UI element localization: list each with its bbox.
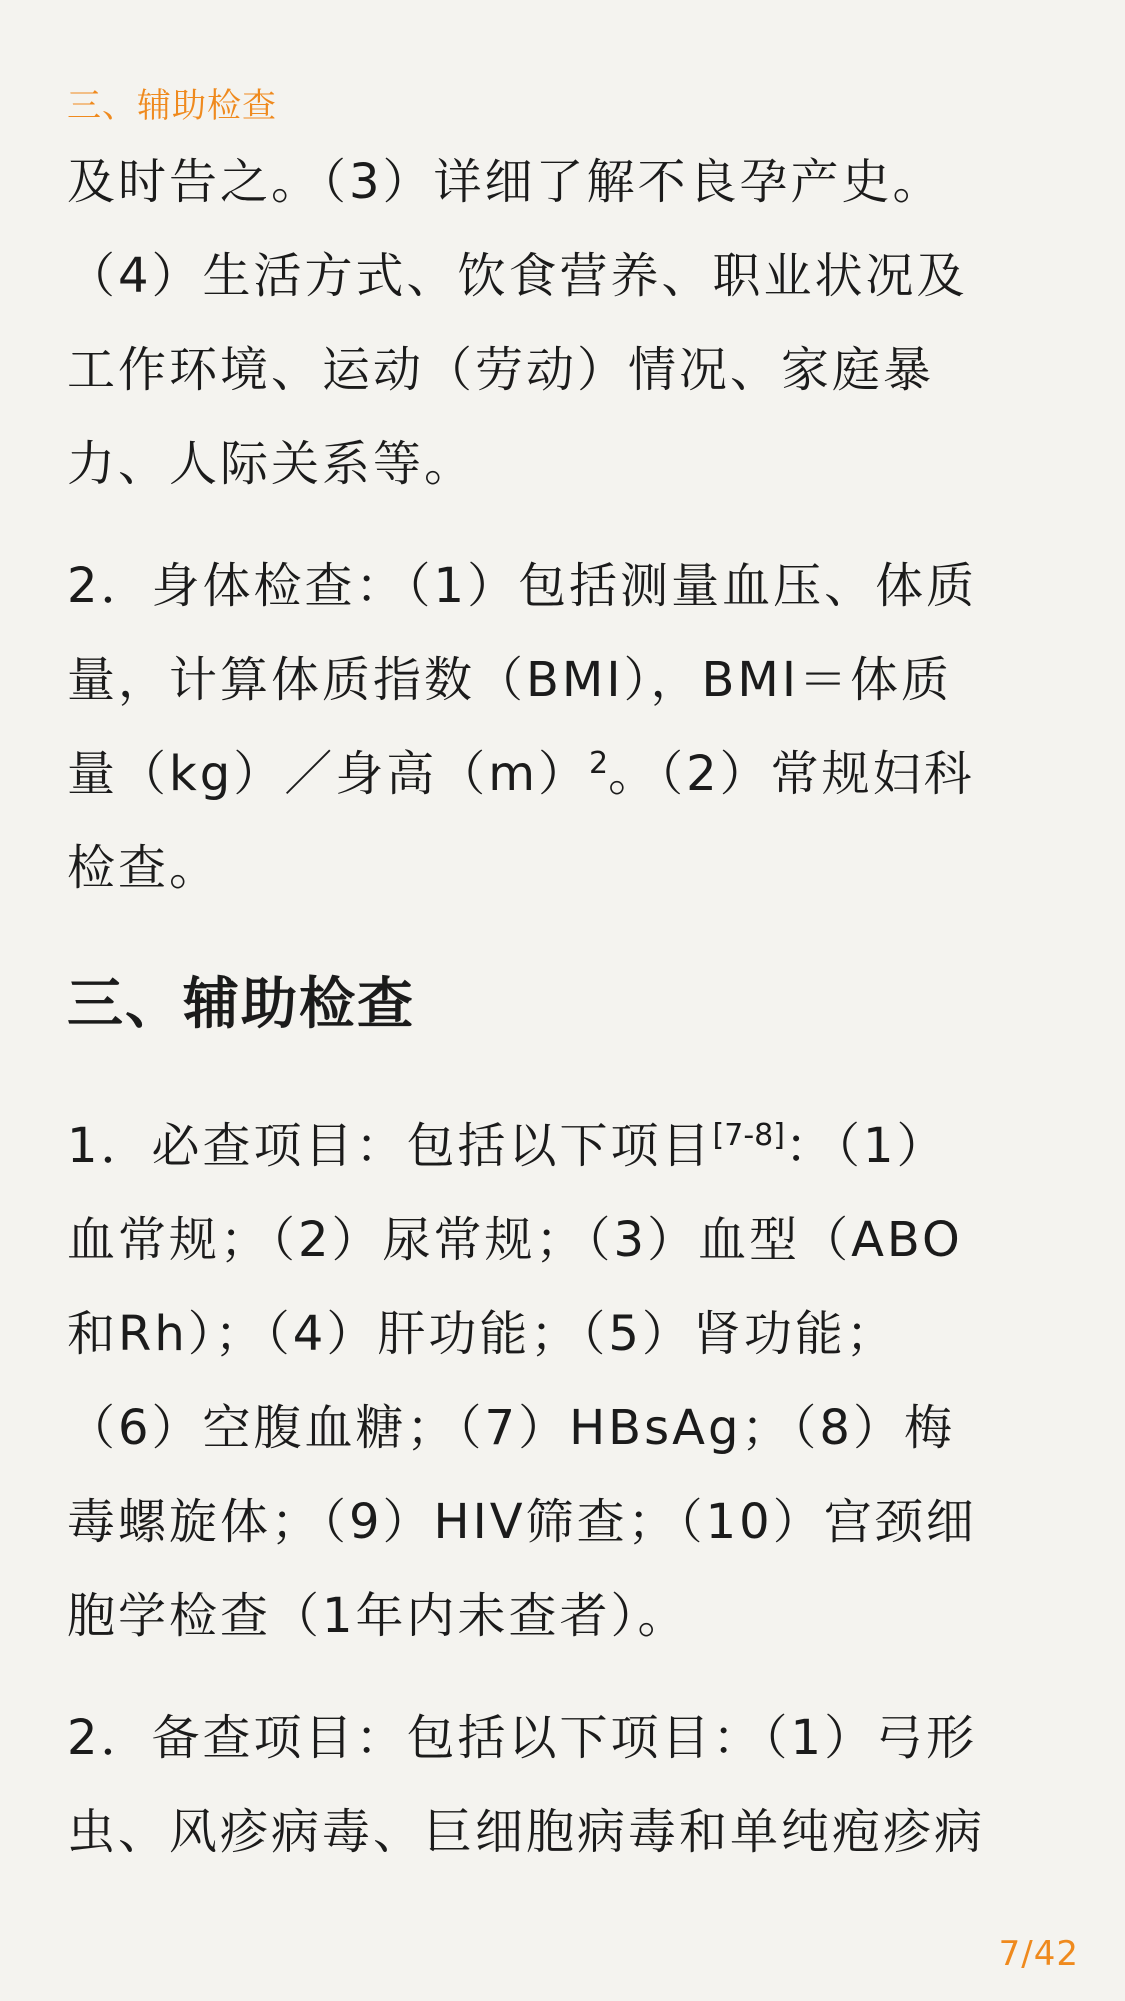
page-content: [67, 135, 1067, 1907]
text-line: 量，计算体质指数（BMI），BMI＝体质: [67, 652, 953, 708]
text-line-with-citation: [67, 1099, 1067, 1193]
paragraph-history-tail: [67, 135, 1067, 511]
page-number: 7/42: [998, 1934, 1079, 1974]
text-line: 虫、风疹病毒、巨细胞病毒和单纯疱疹病: [67, 1804, 986, 1860]
text-line: 血常规；（2）尿常规；（3）血型（ABO: [67, 1212, 963, 1268]
superscript-exponent: 2: [589, 746, 609, 781]
text-line: 力、人际关系等。: [67, 436, 476, 492]
running-header: 三、辅助检查: [67, 86, 277, 126]
text-line-with-superscript: [67, 727, 1067, 821]
text-line: 和Rh）；（4）肝功能；（5）肾功能；: [67, 1306, 897, 1362]
text-line: 2．身体检查：（1）包括测量血压、体质: [67, 558, 978, 614]
paragraph-optional-items: [67, 1691, 1067, 1879]
paragraph-required-items: [67, 1099, 1067, 1663]
text-line: 及时告之。（3）详细了解不良孕产史。: [67, 154, 944, 210]
text-line: 工作环境、运动（劳动）情况、家庭暴: [67, 342, 935, 398]
citation-reference[interactable]: [7-8]: [712, 1118, 785, 1153]
text-segment: 1．必查项目：包括以下项目: [67, 1118, 713, 1174]
text-line: 检查。: [67, 840, 221, 896]
section-heading: 三、辅助检查: [67, 972, 415, 1037]
text-segment: 量（kg）／身高（m）: [67, 746, 590, 802]
paragraph-physical-exam: [67, 539, 1067, 915]
text-line: 毒螺旋体；（9）HIV筛查；（10）宫颈细: [67, 1494, 977, 1550]
text-line: （6）空腹血糖；（7）HBsAg；（8）梅: [67, 1400, 955, 1456]
text-segment: ：（1）: [784, 1118, 948, 1174]
text-segment: 。（2）常规妇科: [608, 746, 975, 802]
text-line: 2．备查项目：包括以下项目：（1）弓形: [67, 1710, 978, 1766]
text-line: 胞学检查（1年内未查者）。: [67, 1588, 689, 1644]
text-line: （4）生活方式、饮食营养、职业状况及: [67, 248, 968, 304]
